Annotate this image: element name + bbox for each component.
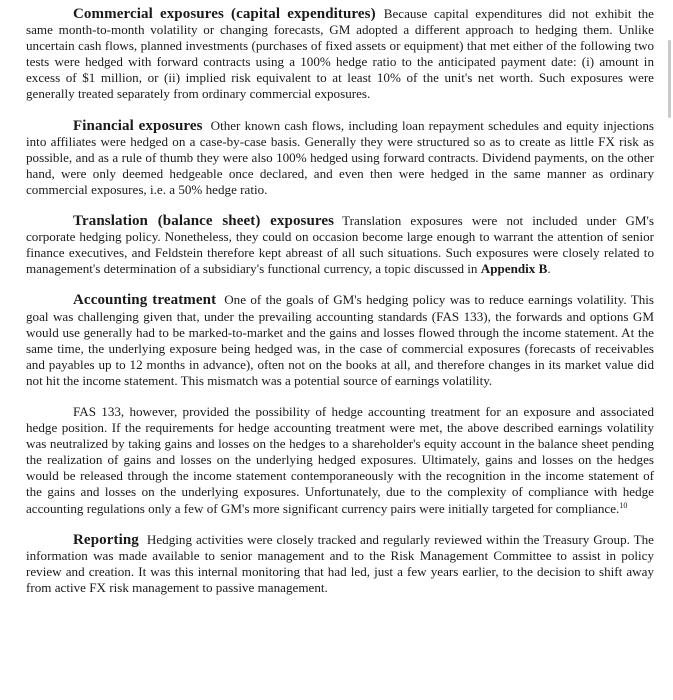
- body-accounting-treatment: One of the goals of GM's hedging policy was to reduce earnings volatility. This goal was challenging given that, under the prevailing accounting standards (FAS 133), the forwards and options GM would use generally had to be marked-to-market and the gains and losses flowed through the income statement. At the same time, the underlying exposure being hedged was, in the case of commercial exposures (forecasts of receivables and payables up to 12 months in advance), often not on the books at all, and therefore changes in its market value did not hit the income statement. This mismatch was a potential source of earnings volatility.: [26, 292, 654, 388]
- heading-accounting-treatment: Accounting treatment: [73, 292, 217, 309]
- translation-tail: .: [547, 261, 551, 277]
- footnote-marker: 10: [619, 500, 628, 510]
- paragraph-reporting: [26, 532, 654, 596]
- paragraph-accounting-treatment: [26, 292, 654, 389]
- body-financial-exposures: Other known cash flows, including loan repayment schedules and equity injections into affiliates were hedged on a case-by-case basis. Generally they were structured so as to create as little FX risk as possible, and as a rule of thumb they were also 100% hedged using forward contracts. Dividend payments, on the other hand, were only deemed hedgeable once declared, and even then were hedged in the same manner as ordinary commercial exposures, i.e. a 50% hedge ratio.: [26, 117, 654, 197]
- heading-reporting: Reporting: [73, 531, 139, 548]
- appendix-reference: Appendix B: [480, 261, 548, 277]
- body-reporting: Hedging activities were closely tracked and regularly reviewed within the Treasury Group. The information was made available to senior management and to the Risk Management Committee to assist in policy review and creation. It was this internal monitoring that had led, just a few years earlier, to the decision to shift away from active FX risk management to passive management.: [26, 531, 654, 595]
- heading-financial-exposures: Financial exposures: [73, 117, 203, 134]
- body-fas-133: FAS 133, however, provided the possibility of hedge accounting treatment for an exposure and associated hedge position. If the requirements for hedge accounting treatment were met, the above described earnings volatility was neutralized by taking gains and losses on the hedges to a shareholder's equity account in the balance sheet pending the realization of gains and losses on the underlying hedged exposures. Ultimately, gains and losses on the hedges would be released through the income statement contemporaneously with the recognition in the income statement of the gains and losses on the underlying exposures. Unfortunately, due to the complexity of compliance with hedge accounting regulations only a few of GM's more significant currency pairs were initially targeted for compliance.: [26, 403, 654, 516]
- body-translation-exposures: Translation exposures were not included under GM's corporate hedging policy. Nonetheless, they could on occasion become large enough to warrant the attention of senior finance executives, and Feldstein therefore kept abreast of all such situations. Such exposures were closely related to management's determination of a subsidiary's functional currency, a topic discussed in: [26, 213, 654, 277]
- scrollbar-thumb[interactable]: [668, 40, 671, 118]
- paragraph-fas-133: [26, 404, 654, 517]
- heading-translation-exposures: Translation (balance sheet) exposures: [73, 213, 335, 230]
- paragraph-translation-exposures: [26, 213, 654, 277]
- paragraph-capital-expenditures: [26, 6, 654, 103]
- paragraph-financial-exposures: [26, 118, 654, 198]
- body-capital-expenditures: Because capital expenditures did not exhibit the same month-to-month volatility or changing forecasts, GM adopted a different approach to hedging them. Unlike uncertain cash flows, planned investments (purchases of fixed assets or equipment) that met either of the following two tests were hedged with forward contracts using a 100% hedge ratio to the anticipated payment date: (i) amount in excess of $1 million, or (ii) implied risk equivalent to at least 10% of the unit's net worth. Such exposures were generally treated separately from ordinary commercial exposures.: [26, 6, 654, 102]
- heading-capital-expenditures: Commercial exposures (capital expenditures): [73, 6, 376, 22]
- document-page: [26, 6, 654, 611]
